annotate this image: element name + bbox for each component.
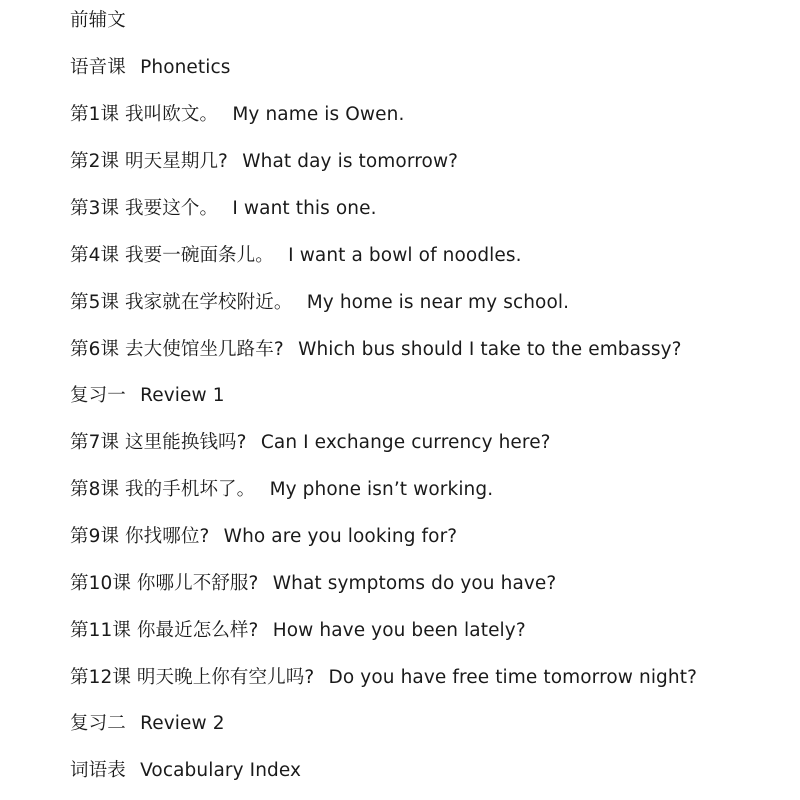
toc-item-lesson-4[interactable] xyxy=(70,241,522,271)
toc-item-review-2[interactable] xyxy=(70,709,225,739)
toc-item-vocabulary-index[interactable] xyxy=(70,756,301,786)
toc-item-en: Do you have free time tomorrow night? xyxy=(328,667,697,688)
toc-item-lesson-3[interactable] xyxy=(70,194,377,224)
toc-item-zh: 复习二 xyxy=(70,713,126,734)
toc-item-en: What day is tomorrow? xyxy=(242,151,459,172)
toc-item-zh: 第10课 你哪儿不舒服? xyxy=(70,573,259,594)
toc-item-zh: 第3课 我要这个。 xyxy=(70,198,219,219)
toc-item-en: Review 1 xyxy=(140,385,225,406)
toc-item-zh: 第5课 我家就在学校附近。 xyxy=(70,292,293,313)
toc-item-en: Can I exchange currency here? xyxy=(260,432,551,453)
toc-item-zh: 第9课 你找哪位? xyxy=(70,526,210,547)
toc-item-phonetics[interactable] xyxy=(70,53,231,83)
toc-item-en: Who are you looking for? xyxy=(223,526,458,547)
toc-item-front-matter[interactable] xyxy=(70,6,126,36)
toc-item-zh: 第4课 我要一碗面条儿。 xyxy=(70,245,274,266)
toc-item-zh: 第11课 你最近怎么样? xyxy=(70,620,259,641)
toc-item-zh: 第1课 我叫欧文。 xyxy=(70,104,219,125)
toc-item-lesson-9[interactable] xyxy=(70,522,457,552)
toc-item-en: What symptoms do you have? xyxy=(272,573,557,594)
toc-item-lesson-6[interactable] xyxy=(70,335,682,365)
toc-item-zh: 第6课 去大使馆坐几路车? xyxy=(70,339,284,360)
toc-item-zh: 词语表 xyxy=(70,760,126,781)
toc-item-en: My phone isn’t working. xyxy=(269,479,494,500)
toc-item-lesson-2[interactable] xyxy=(70,147,458,177)
toc-item-en: I want this one. xyxy=(232,198,377,219)
toc-item-en: My name is Owen. xyxy=(232,104,405,125)
toc-item-en: My home is near my school. xyxy=(306,292,570,313)
toc-item-zh: 语音课 xyxy=(70,57,126,78)
toc-item-lesson-11[interactable] xyxy=(70,616,526,646)
toc-item-zh: 复习一 xyxy=(70,385,126,406)
toc-item-review-1[interactable] xyxy=(70,381,225,411)
toc-item-zh: 第12课 明天晚上你有空儿吗? xyxy=(70,667,315,688)
toc-item-lesson-1[interactable] xyxy=(70,100,404,130)
toc-item-lesson-8[interactable] xyxy=(70,475,493,505)
toc-item-zh: 前辅文 xyxy=(70,10,126,31)
toc-item-lesson-5[interactable] xyxy=(70,288,569,318)
toc-item-en: Vocabulary Index xyxy=(140,760,302,781)
toc-item-lesson-10[interactable] xyxy=(70,569,556,599)
toc-item-en: Phonetics xyxy=(140,57,231,78)
toc-item-zh: 第2课 明天星期几? xyxy=(70,151,228,172)
toc-item-zh: 第8课 我的手机坏了。 xyxy=(70,479,256,500)
toc-item-en: How have you been lately? xyxy=(272,620,526,641)
toc-item-en: Review 2 xyxy=(140,713,225,734)
toc-item-lesson-7[interactable] xyxy=(70,428,551,458)
toc-item-en: Which bus should I take to the embassy? xyxy=(298,339,682,360)
toc-item-zh: 第7课 这里能换钱吗? xyxy=(70,432,247,453)
toc-item-en: I want a bowl of noodles. xyxy=(288,245,522,266)
toc-item-lesson-12[interactable] xyxy=(70,663,697,693)
